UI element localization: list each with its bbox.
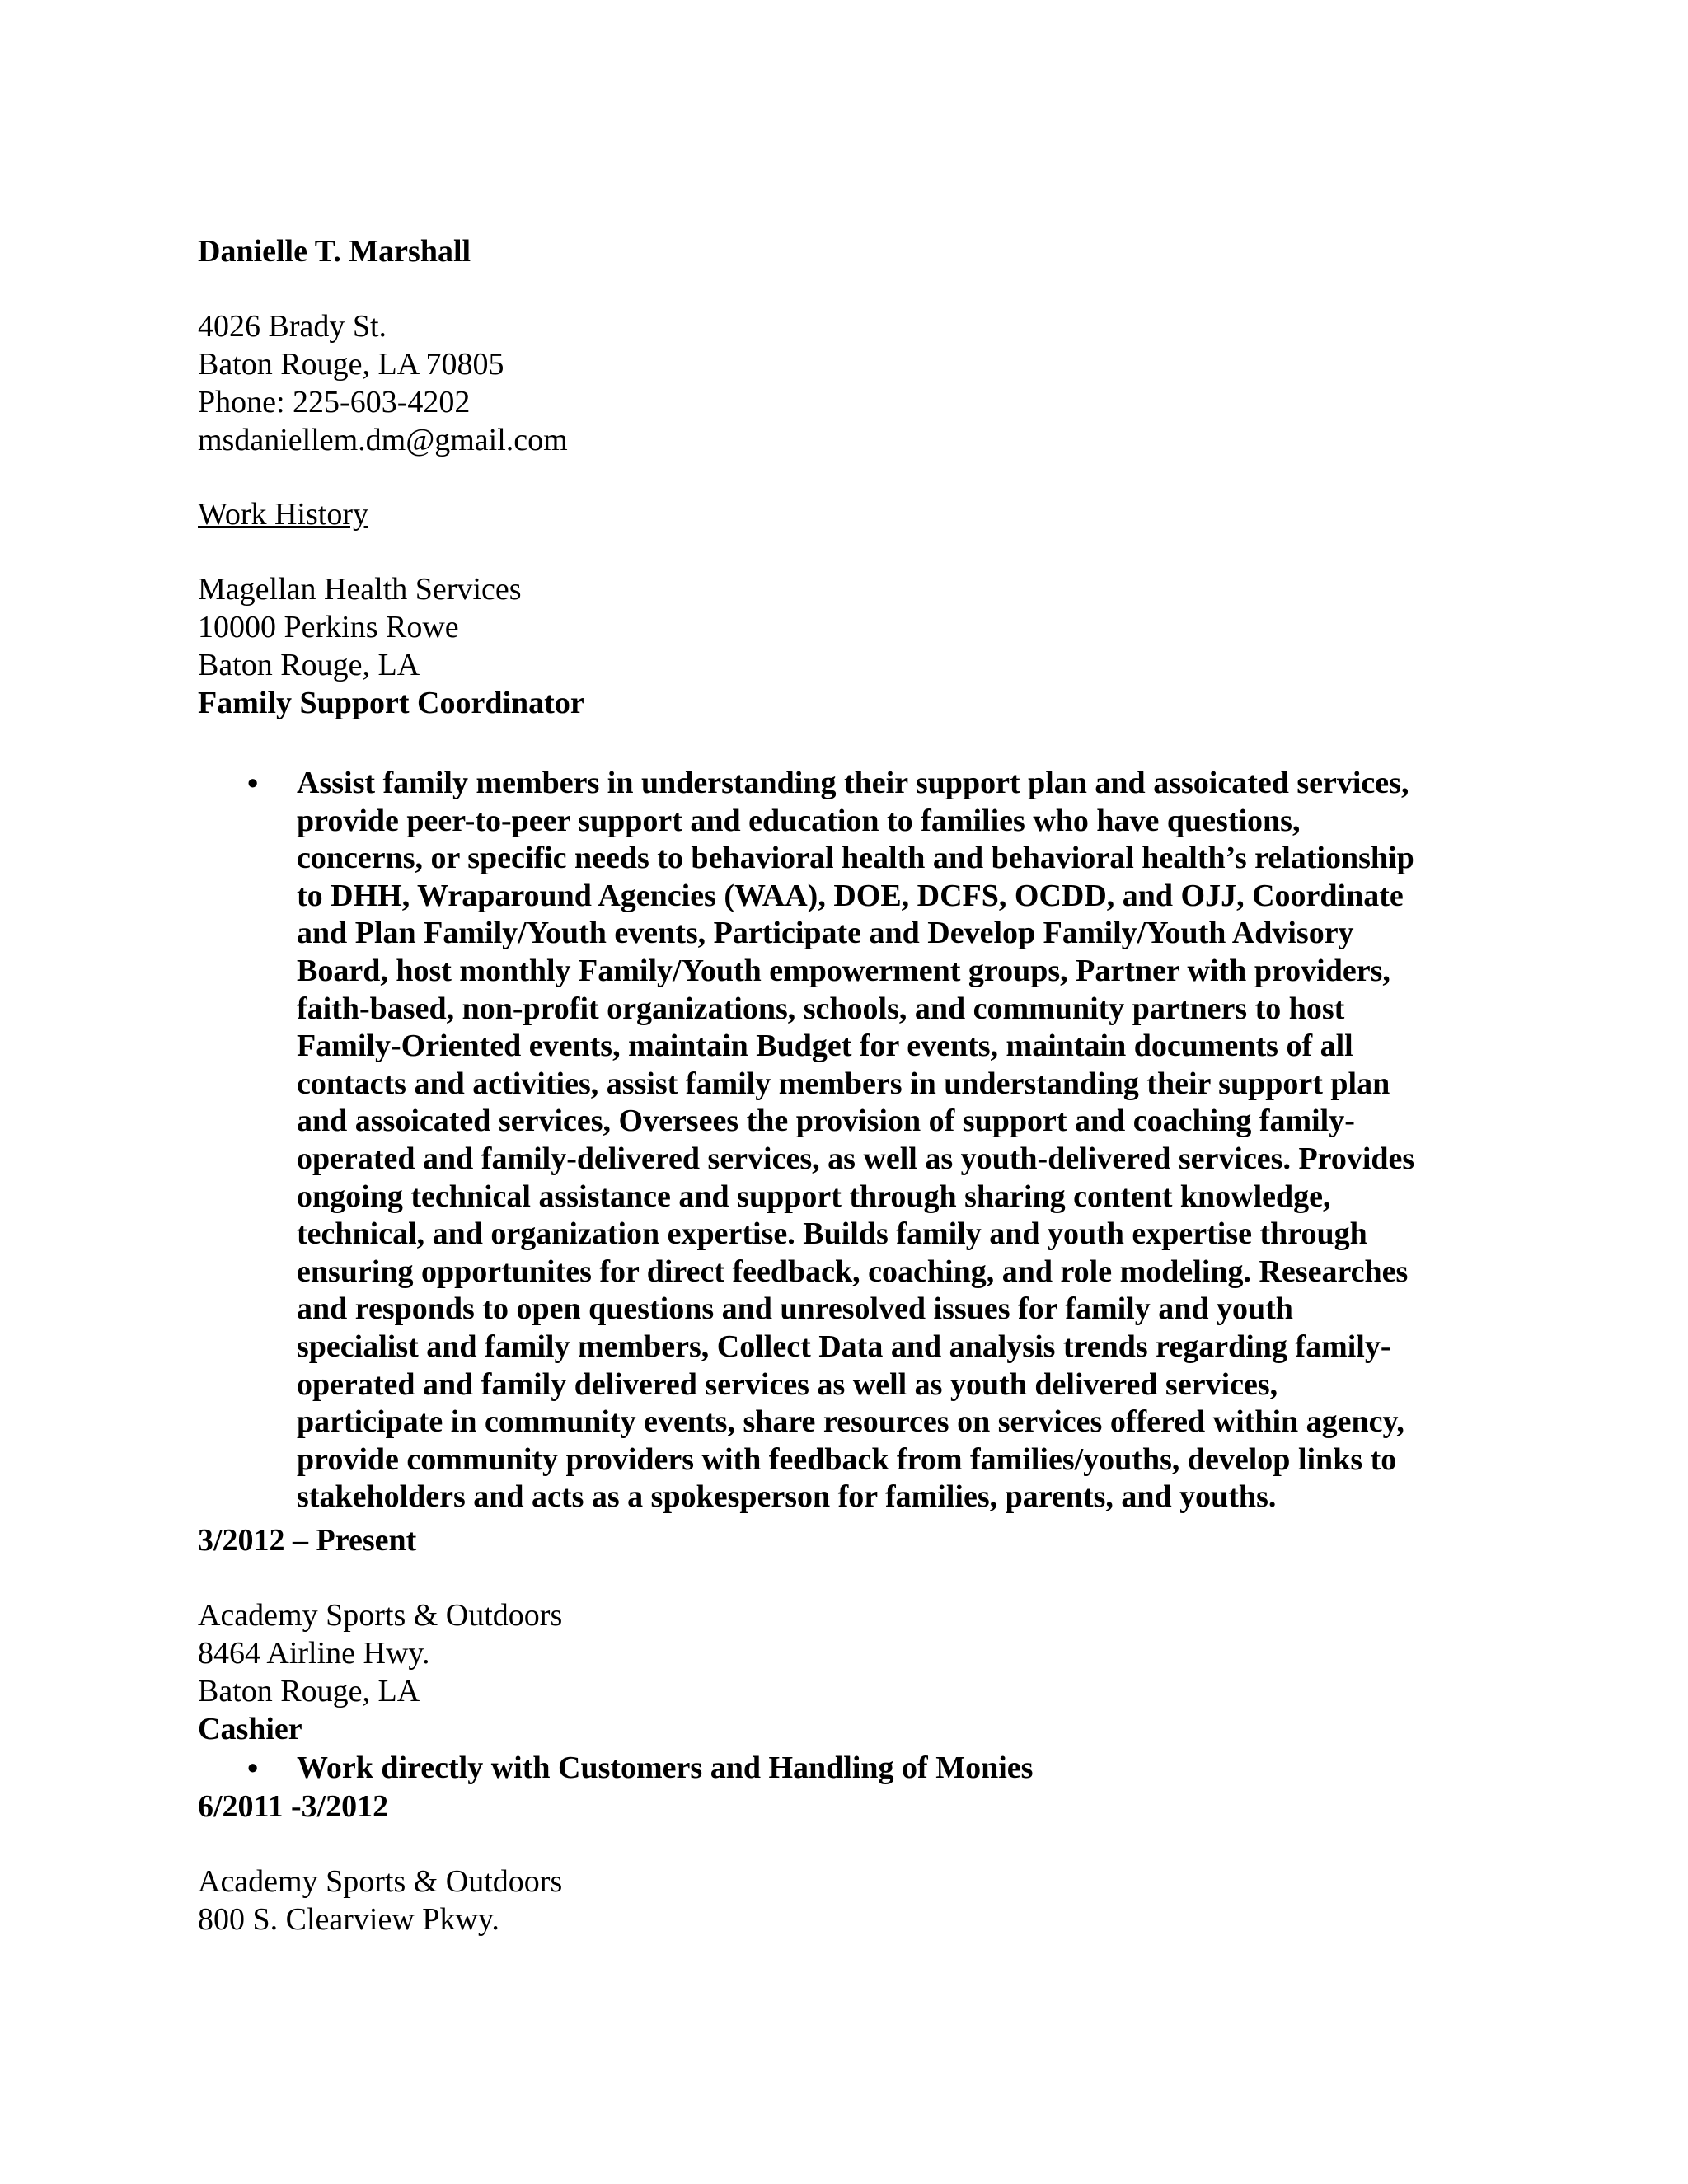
bullet-line: operated and family delivered services as well as youth delivered services, [297,1366,1278,1402]
bullet-line: provide community providers with feedback from families/youths, develop links to [297,1441,1397,1477]
job-2-dates: 6/2011 -3/2012 [198,1789,389,1824]
job-1-bullet-text [297,765,1517,1516]
bullet-icon: • [247,1751,259,1786]
applicant-name: Danielle T. Marshall [198,234,471,269]
section-title-work-history: Work History [198,497,368,532]
bullet-line: provide peer-to-peer support and education to families who have questions, [297,803,1301,838]
bullet-line: ongoing technical assistance and support through sharing content knowledge, [297,1179,1331,1214]
job-2-employer: Academy Sports & Outdoors [198,1598,563,1633]
job-1-dates: 3/2012 – Present [198,1523,417,1558]
bullet-line: to DHH, Wraparound Agencies (WAA), DOE, DCFS, OCDD, and OJJ, Coordinate [297,878,1404,913]
bullet-line: specialist and family members, Collect Data and analysis trends regarding family- [297,1329,1391,1364]
bullet-line: and Plan Family/Youth events, Participate and Develop Family/Youth Advisory [297,916,1354,951]
job-3-street: 800 S. Clearview Pkwy. [198,1902,499,1937]
bullet-line: operated and family-delivered services, as well as youth-delivered services. Provides [297,1141,1415,1176]
bullet-line: stakeholders and acts as a spokesperson for families, parents, and youths. [297,1479,1277,1515]
phone: Phone: 225-603-4202 [198,385,471,419]
bullet-line: and responds to open questions and unresolved issues for family and youth [297,1291,1293,1327]
bullet-icon: • [247,766,259,801]
job-1-street: 10000 Perkins Rowe [198,610,459,644]
bullet-line: Family-Oriented events, maintain Budget for events, maintain documents of all [297,1029,1353,1064]
job-2-city: Baton Rouge, LA [198,1674,420,1708]
bullet-line: participate in community events, share resources on services offered within agency, [297,1404,1404,1440]
job-2-street: 8464 Airline Hwy. [198,1636,430,1671]
job-1-title: Family Support Coordinator [198,686,584,720]
job-2-bullet-text: Work directly with Customers and Handling of Monies [297,1750,1034,1785]
email: msdaniellem.dm@gmail.com [198,423,568,457]
bullet-line: ensuring opportunites for direct feedback, coaching, and role modeling. Researches [297,1254,1409,1289]
bullet-line: faith-based, non-profit organizations, schools, and community partners to host [297,991,1345,1026]
job-2-title: Cashier [198,1712,302,1746]
bullet-line: Assist family members in understanding their support plan and assoicated services, [297,766,1409,800]
job-1-employer: Magellan Health Services [198,572,522,607]
job-3-employer: Academy Sports & Outdoors [198,1864,563,1899]
bullet-line: technical, and organization expertise. Builds family and youth expertise through [297,1216,1367,1252]
job-1-city: Baton Rouge, LA [198,648,420,682]
bullet-line: Board, host monthly Family/Youth empowerment groups, Partner with providers, [297,953,1390,988]
bullet-line: concerns, or specific needs to behavioral health and behavioral health’s relationship [297,841,1414,876]
address-line-1: 4026 Brady St. [198,309,387,344]
address-line-2: Baton Rouge, LA 70805 [198,347,504,382]
bullet-line: contacts and activities, assist family members in understanding their support plan [297,1066,1390,1101]
bullet-line: and assoicated services, Oversees the provision of support and coaching family- [297,1104,1355,1139]
